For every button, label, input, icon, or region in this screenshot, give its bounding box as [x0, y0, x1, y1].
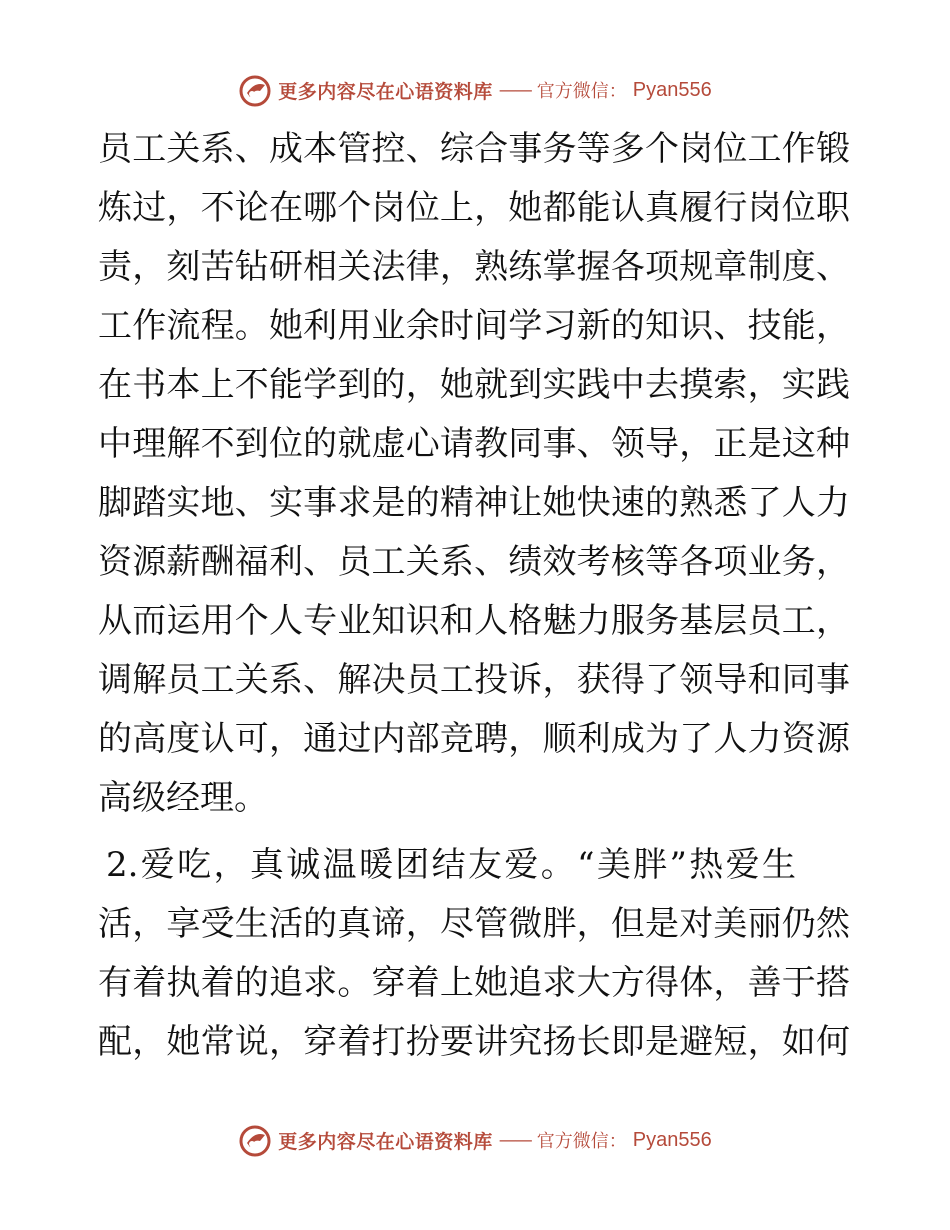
- text-line: 有着执着的追求。穿着上她追求大方得体，善于搭: [98, 963, 850, 1003]
- header-dash: ——: [498, 79, 531, 101]
- book-logo-icon: [238, 73, 272, 107]
- footer-banner: [0, 1120, 950, 1160]
- header-official-label: 官方微信：: [536, 81, 627, 102]
- text-line: 工作流程。她利用业余时间学习新的知识、技能，: [98, 306, 850, 346]
- text-line: 活，享受生活的真谛，尽管微胖，但是对美丽仍然: [98, 904, 850, 944]
- paragraph-2: [98, 842, 850, 1078]
- text-line: 2.爱吃，真诚温暖团结友爱。“美胖”热爱生: [106, 845, 796, 885]
- text-line: 责，刻苦钻研相关法律，熟练掌握各项规章制度、: [98, 247, 850, 287]
- header-slogan: 更多内容尽在心语资料库: [278, 80, 493, 103]
- book-logo-icon: [238, 1123, 272, 1157]
- footer-official-label: 官方微信：: [536, 1131, 627, 1152]
- text-line: 脚踏实地、实事求是的精神让她快速的熟悉了人力: [98, 483, 850, 523]
- header-account: Pyan556: [632, 78, 712, 101]
- text-line: 中理解不到位的就虚心请教同事、领导，正是这种: [98, 424, 850, 464]
- footer-slogan: 更多内容尽在心语资料库: [278, 1130, 493, 1153]
- paragraph-1: [98, 126, 850, 834]
- footer-dash: ——: [498, 1129, 531, 1151]
- text-line: 在书本上不能学到的，她就到实践中去摸索，实践: [98, 365, 850, 405]
- text-line: 炼过，不论在哪个岗位上，她都能认真履行岗位职: [98, 188, 850, 228]
- document-body: [98, 126, 850, 1078]
- text-line: 的高度认可，通过内部竞聘，顺利成为了人力资源: [98, 719, 850, 759]
- text-line: 高级经理。: [98, 778, 268, 818]
- text-line: 员工关系、成本管控、综合事务等多个岗位工作锻: [98, 129, 850, 169]
- text-line: 调解员工关系、解决员工投诉，获得了领导和同事: [98, 660, 850, 700]
- text-line: 从而运用个人专业知识和人格魅力服务基层员工，: [98, 601, 850, 641]
- header-banner: [0, 70, 950, 110]
- text-line: 资源薪酬福利、员工关系、绩效考核等各项业务，: [98, 542, 850, 582]
- text-line: 配，她常说，穿着打扮要讲究扬长即是避短，如何: [98, 1022, 850, 1062]
- paragraph-gap: [98, 834, 850, 842]
- footer-account: Pyan556: [632, 1128, 712, 1151]
